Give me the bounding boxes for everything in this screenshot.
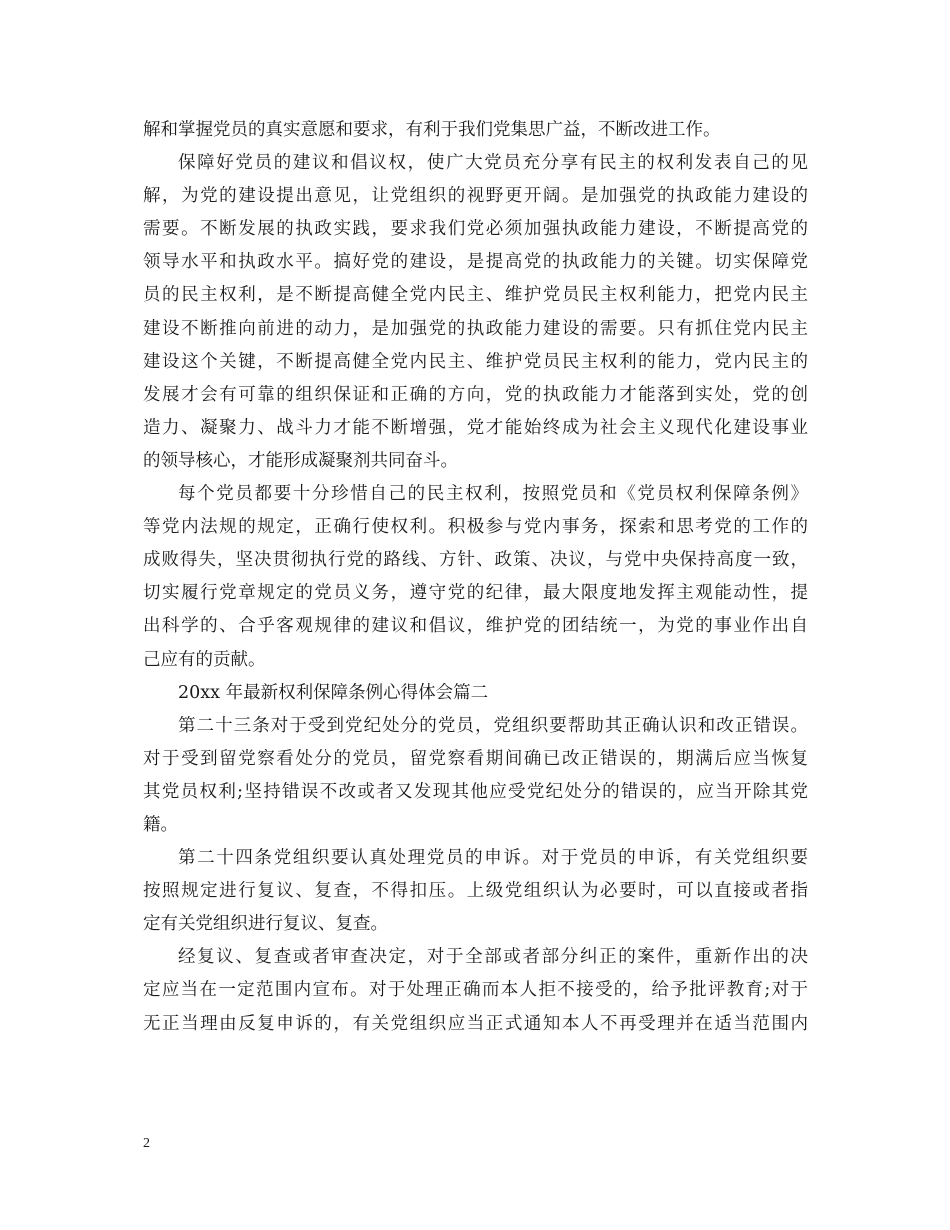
text-line: 籍。: [143, 814, 178, 835]
text-line: 解，为党的建设提出意见，让党组织的视野更开阔。是加强党的执政能力建设的: [143, 186, 808, 207]
text-line: 领导水平和执政水平。搞好党的建设，是提高党的执政能力的关键。切实保障党: [143, 252, 808, 273]
text-line: 成败得失，坚决贯彻执行党的路线、方针、政策、决议，与党中央保持高度一致，: [143, 550, 808, 571]
text-line: 20xx 年最新权利保障条例心得体会篇二: [178, 682, 489, 703]
text-line: 等党内法规的规定，正确行使权利。积极参与党内事务，探索和思考党的工作的: [143, 517, 808, 538]
text-line: 切实履行党章规定的党员义务，遵守党的纪律，最大限度地发挥主观能动性，提: [143, 583, 808, 604]
text-line: 发展才会有可靠的组织保证和正确的方向，党的执政能力才能落到实处，党的创: [143, 384, 808, 405]
paragraph: [143, 147, 808, 478]
text-line: 的领导核心，才能形成凝聚剂共同奋斗。: [143, 450, 458, 471]
paragraph: [143, 842, 808, 941]
text-line: 无正当理由反复申诉的，有关党组织应当正式通知本人不再受理并在适当范围内: [143, 1013, 808, 1034]
text-line: 第二十四条党组织要认真处理党员的申诉。对于党员的申诉，有关党组织要: [178, 848, 808, 869]
document-body: [143, 114, 808, 1041]
text-line: 建设不断推向前进的动力，是加强党的执政能力建设的需要。只有抓住党内民主: [143, 318, 808, 339]
text-line: 经复议、复查或者审查决定，对于全部或者部分纠正的案件，重新作出的决: [178, 947, 808, 968]
text-line: 第二十三条对于受到党纪处分的党员，党组织要帮助其正确认识和改正错误。: [178, 715, 808, 736]
text-line: 需要。不断发展的执政实践，要求我们党必须加强执政能力建设，不断提高党的: [143, 219, 808, 240]
text-line: 己应有的贡献。: [143, 649, 266, 670]
text-line: 保障好党员的建议和倡议权，使广大党员充分享有民主的权利发表自己的见: [178, 153, 808, 174]
text-line: 其党员权利;坚持错误不改或者又发现其他应受党纪处分的错误的，应当开除其党: [143, 781, 808, 802]
page-number: 2: [143, 1136, 150, 1151]
text-line: 造力、凝聚力、战斗力才能不断增强，党才能始终成为社会主义现代化建设事业: [143, 417, 808, 438]
section-heading: [143, 677, 808, 710]
text-line: 建设这个关键，不断提高健全党内民主、维护党员民主权利的能力，党内民主的: [143, 351, 808, 372]
text-line: 出科学的、合乎客观规律的建议和倡议，维护党的团结统一，为党的事业作出自: [143, 616, 808, 637]
paragraph: [143, 710, 808, 842]
paragraph: [143, 114, 808, 147]
text-line: 对于受到留党察看处分的党员，留党察看期间确已改正错误的，期满后应当恢复: [143, 748, 808, 769]
paragraph: [143, 478, 808, 677]
text-line: 定应当在一定范围内宣布。对于处理正确而本人拒不接受的，给予批评教育;对于: [143, 980, 808, 1001]
paragraph: [143, 941, 808, 1040]
text-line: 按照规定进行复议、复查，不得扣压。上级党组织认为必要时，可以直接或者指: [143, 881, 808, 902]
text-line: 解和掌握党员的真实意愿和要求，有利于我们党集思广益，不断改进工作。: [143, 120, 721, 140]
text-line: 员的民主权利，是不断提高健全党内民主、维护党员民主权利能力，把党内民主: [143, 285, 808, 306]
text-line: 每个党员都要十分珍惜自己的民主权利，按照党员和《党员权利保障条例》: [178, 484, 808, 505]
text-line: 定有关党组织进行复议、复查。: [143, 914, 388, 935]
